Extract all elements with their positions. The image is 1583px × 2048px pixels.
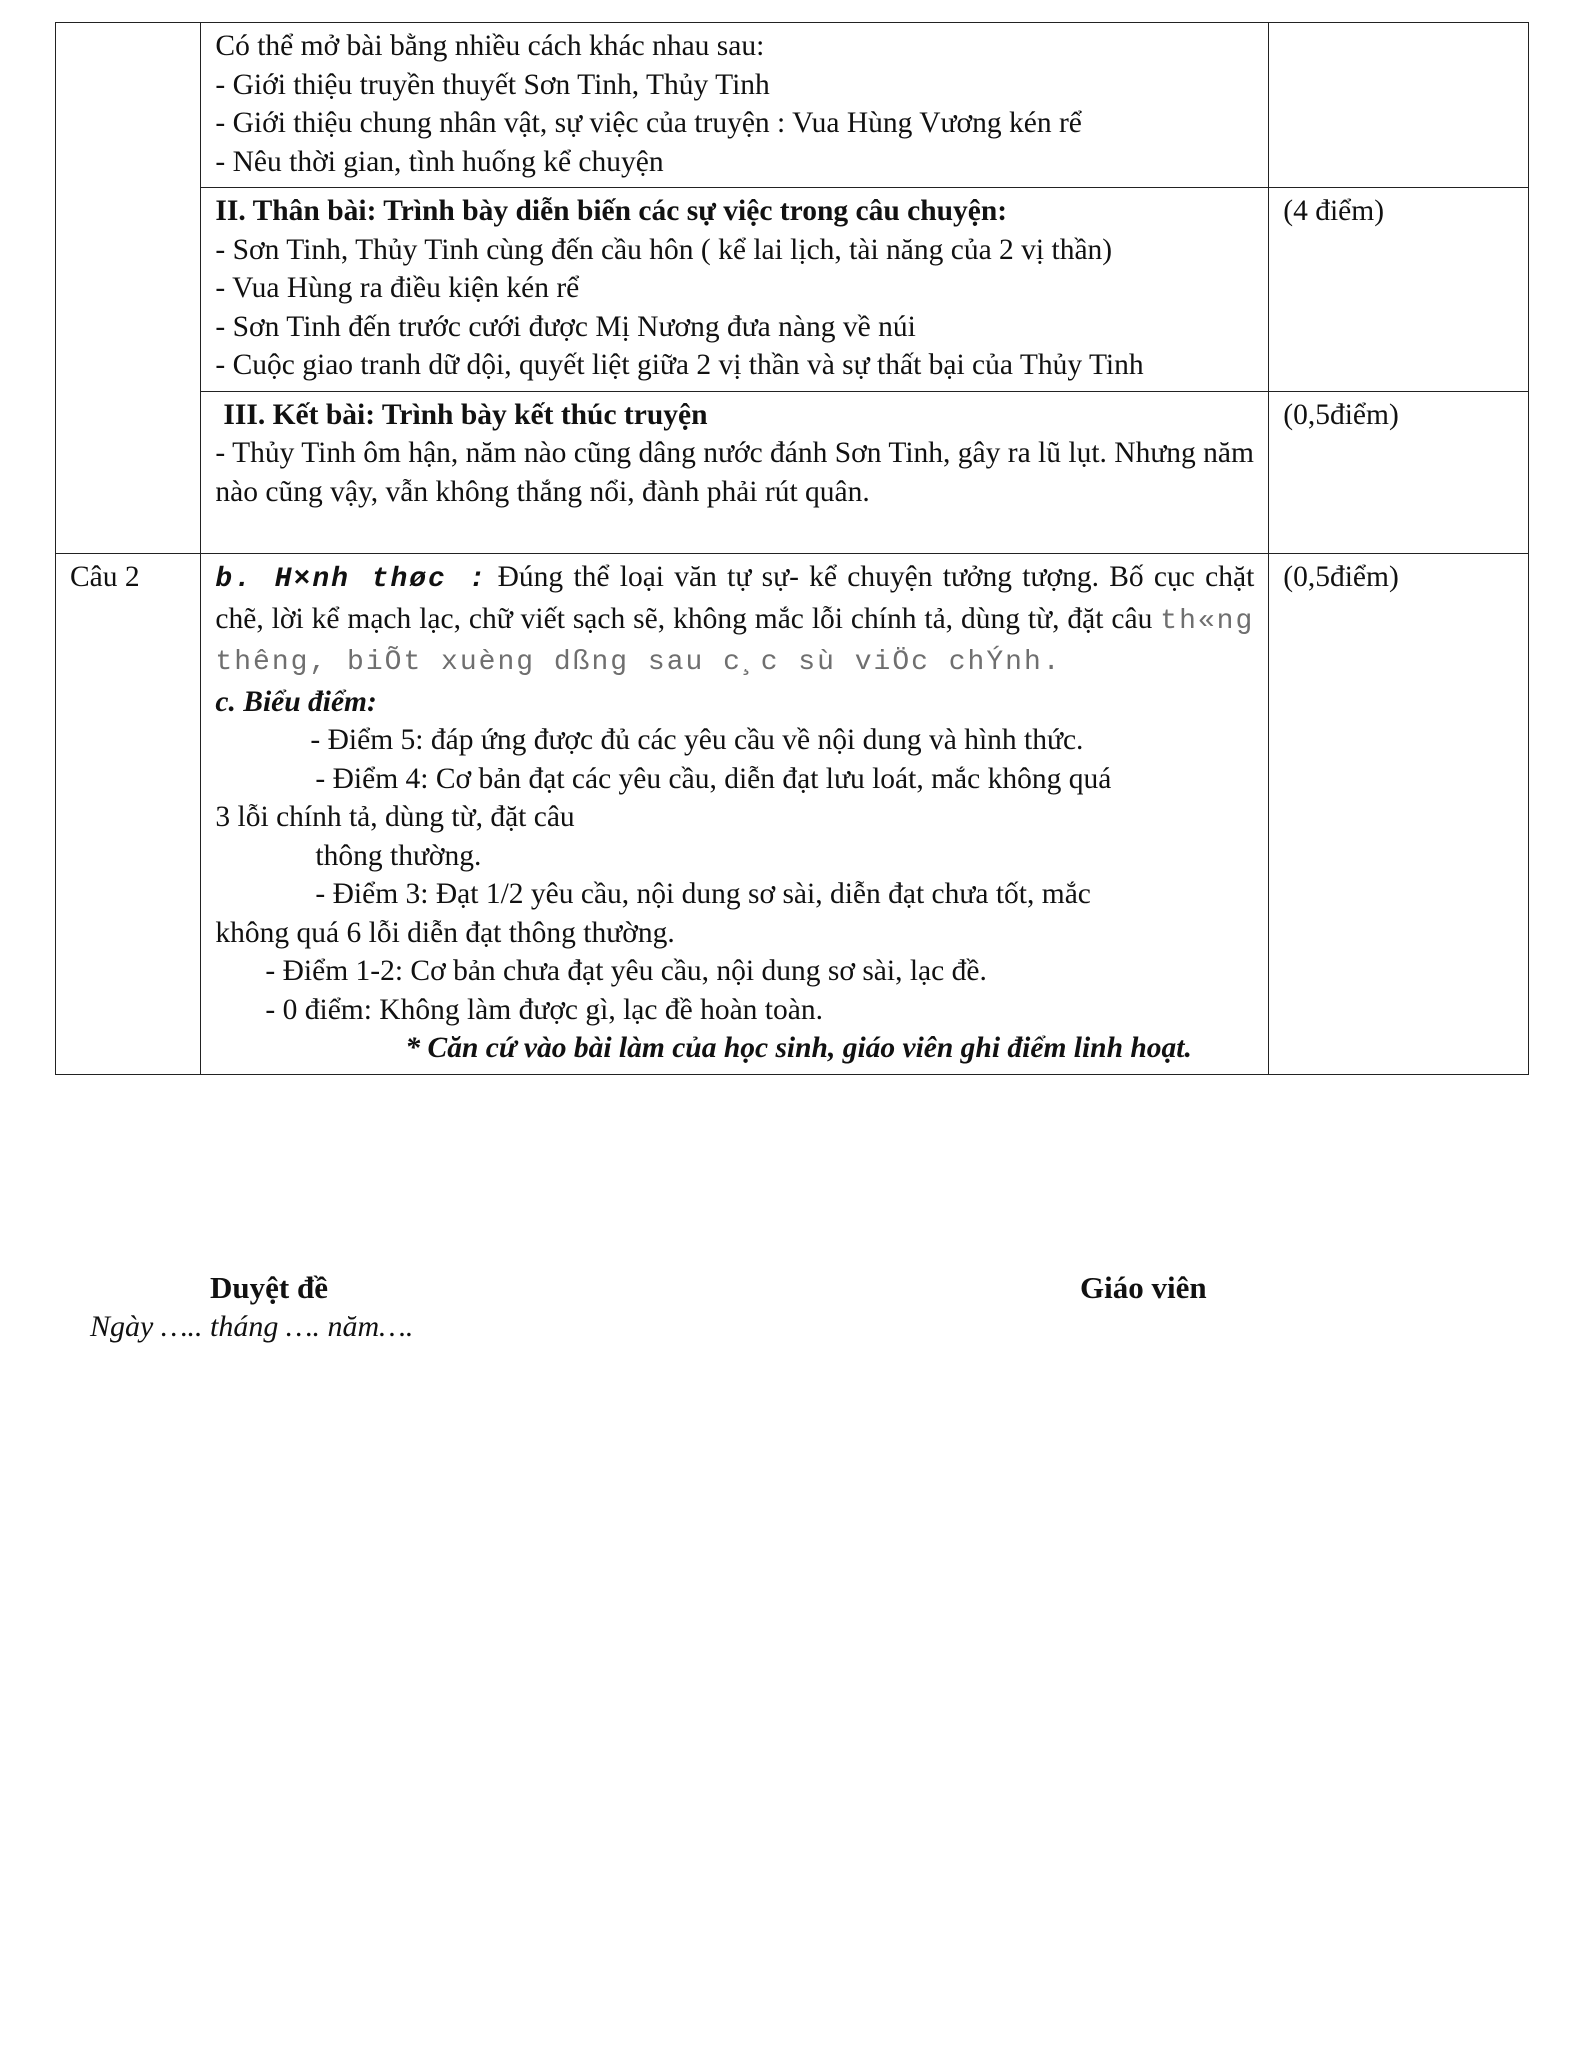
table-row-body: [56, 188, 1529, 392]
conclusion-line: - Thủy Tinh ôm hận, năm nào cũng dâng nước đánh Sơn Tinh, gây ra lũ lụt. Nhưng năm nào cũng vậy, vẫn không thắng nổi, đành phải rút quân.: [215, 437, 1254, 508]
intro-line: Có thể mở bài bằng nhiều cách khác nhau sau:: [215, 30, 765, 62]
rubric-score-4-cont: thông thường.: [315, 839, 482, 872]
cau2-label-cell: Câu 2: [56, 554, 201, 1075]
form-label: b. H×nh thøc :: [215, 564, 488, 595]
intro-line: - Nêu thời gian, tình huống kể chuyện: [215, 145, 664, 178]
intro-content-cell: [201, 23, 1269, 188]
conclusion-heading: III. Kết bài: Trình bày kết thúc truyện: [223, 398, 708, 431]
rubric-score-4-cont: 3 lỗi chính tả, dùng từ, đặt câu: [215, 801, 575, 833]
table-row-intro: [56, 23, 1529, 188]
body-content-cell: [201, 188, 1269, 392]
body-line: - Sơn Tinh đến trước cưới được Mị Nương đưa nàng về núi: [215, 310, 916, 343]
conclusion-content-cell: [201, 391, 1269, 554]
body-line: - Vua Hùng ra điều kiện kén rể: [215, 272, 580, 304]
table-row-cau2: [56, 554, 1529, 1075]
rubric-note: * Căn cứ vào bài làm của học sinh, giáo viên ghi điểm linh hoạt.: [405, 1032, 1192, 1064]
body-heading: II. Thân bài: Trình bày diễn biến các sự việc trong câu chuyện:: [215, 195, 1008, 227]
conclusion-score-cell: (0,5điểm): [1269, 391, 1529, 554]
form-garbled-text: th«ng thêng, biÕt xuèng dßng sau c¸c sù viÖc chÝnh.: [215, 605, 1255, 678]
row-label-cell: [56, 23, 201, 554]
body-line: - Cuộc giao tranh dữ dội, quyết liệt giữa 2 vị thần và sự thất bại của Thủy Tinh: [215, 349, 1144, 381]
body-line: - Sơn Tinh, Thủy Tinh cùng đến cầu hôn ( kể lai lịch, tài năng của 2 vị thần): [215, 233, 1113, 266]
rubric-score-3-cont: không quá 6 lỗi diễn đạt thông thường.: [215, 916, 675, 949]
teacher-title: Giáo viên: [1080, 1270, 1207, 1305]
form-text: Đúng thể loại văn tự sự- kể chuyện tưởng tượng. Bố cục chặt chẽ, lời kể mạch lạc, chữ viết sạch sẽ, không mắc lỗi chính tả, dùng từ, đặt câu: [215, 561, 1255, 635]
rubric-heading: c. Biểu điểm:: [215, 685, 377, 718]
body-score-cell: (4 điểm): [1269, 188, 1529, 392]
rubric-score-0: - 0 điểm: Không làm được gì, lạc đề hoàn toàn.: [265, 993, 823, 1026]
cau2-score-cell: (0,5điểm): [1269, 554, 1529, 1075]
rubric-score-1-2: - Điểm 1-2: Cơ bản chưa đạt yêu cầu, nội dung sơ sài, lạc đề.: [265, 955, 987, 987]
table-row-conclusion: [56, 391, 1529, 554]
intro-line: - Giới thiệu chung nhân vật, sự việc của truyện : Vua Hùng Vương kén rể: [215, 107, 1082, 139]
marking-scheme-table: [55, 22, 1529, 1075]
rubric-score-4: - Điểm 4: Cơ bản đạt các yêu cầu, diễn đạt lưu loát, mắc không quá: [315, 762, 1112, 795]
date-line: Ngày ….. tháng …. năm….: [90, 1310, 414, 1343]
intro-score-cell: [1269, 23, 1529, 188]
rubric-score-5: - Điểm 5: đáp ứng được đủ các yêu cầu về nội dung và hình thức.: [310, 724, 1084, 756]
approval-title: Duyệt đề: [210, 1270, 328, 1305]
intro-line: - Giới thiệu truyền thuyết Sơn Tinh, Thủy Tinh: [215, 68, 770, 101]
rubric-score-3: - Điểm 3: Đạt 1/2 yêu cầu, nội dung sơ sài, diễn đạt chưa tốt, mắc: [315, 878, 1091, 910]
cau2-content-cell: [201, 554, 1269, 1075]
form-paragraph: [215, 558, 1254, 683]
